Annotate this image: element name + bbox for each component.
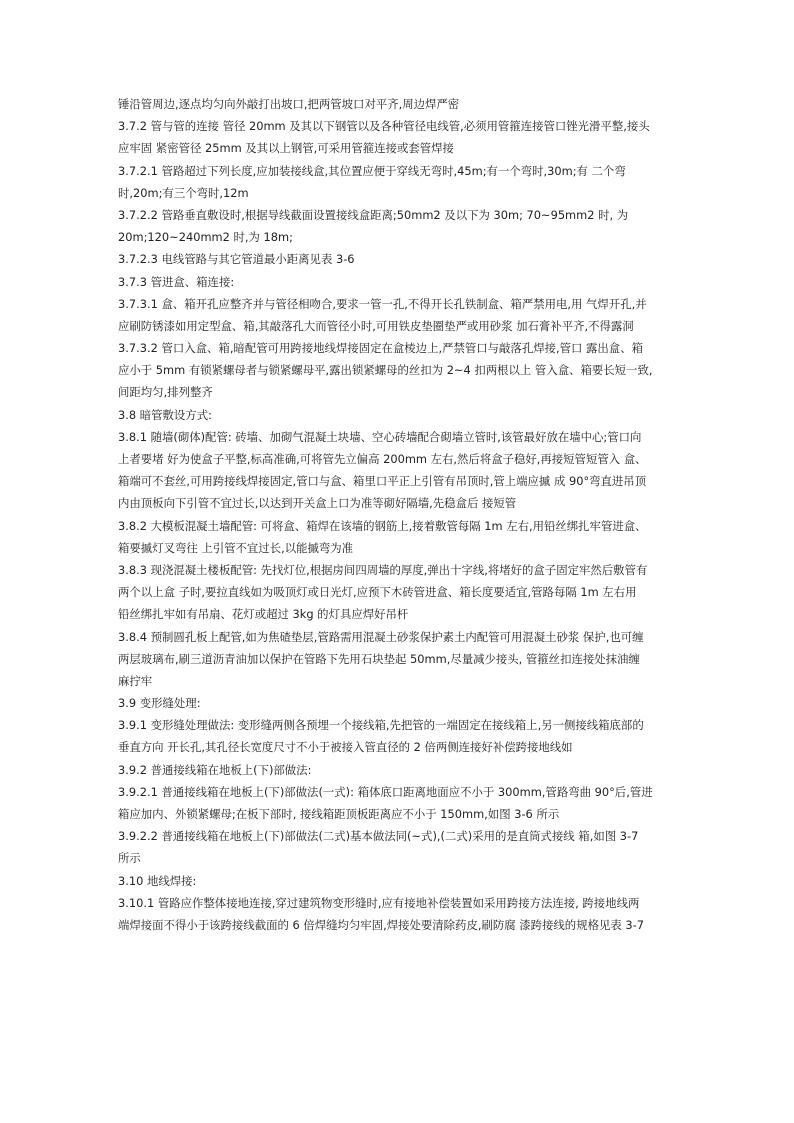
text-line: 麻拧牢 [118, 673, 153, 688]
text-line: 锤沿管周边,逐点均匀向外敲打出坡口,把两管坡口对平齐,周边焊严密 [118, 97, 460, 111]
text-line: 端焊接面不得小于该跨接线截面的 6 倍焊缝均匀牢固,焊接处要清除药皮,刷防腐 漆跨接线的规格见表 3-7 [118, 917, 644, 932]
text-line: 两层玻璃布,刷三道沥青油加以保护在管路下先用石块垫起 50mm,尽量减少接头, 管箍丝扣连接处抹油缠 [118, 651, 640, 666]
text-line: 3.7.3.1 盒、箱开孔应整齐并与管径相吻合,要求一管一孔,不得开长孔铁制盒、箱严禁用电,用 气焊开孔,并 [118, 296, 647, 311]
text-line: 3.8 暗管敷设方式: [118, 407, 212, 422]
text-line: 3.7.3 管进盒、箱连接: [118, 274, 235, 289]
text-line: 时,20m;有三个弯时,12m [118, 185, 249, 200]
text-line: 3.7.3.2 管口入盒、箱,暗配管可用跨接地线焊接固定在盒棱边上,严禁管口与敲落孔焊接,管口 露出盒、箱 [118, 341, 643, 356]
text-line: 3.9.2.2 普通接线箱在地板上(下)部做法(二式)基本做法同(~式),(二式)采用的是直筒式接线 箱,如图 3-7 [118, 829, 639, 844]
text-line: 3.8.1 随墙(砌体)配管: 砖墙、加砌气混凝土块墙、空心砖墙配合砌墙立管时,该管最好放在墙中心;管口向 [118, 429, 642, 444]
text-line: 应牢固 紧密管径 25mm 及其以上钢管,可采用管箍连接或套管焊接 [118, 141, 454, 156]
text-line: 垂直方向 开长孔,其孔径长宽度尺寸不小于被接入管直径的 2 倍两侧连接好补偿跨接地线如 [118, 740, 573, 755]
text-line: 箱应加内、外锁紧螺母;在板下部时, 接线箱距顶板距离应不小于 150mm,如图 3-6 所示 [118, 807, 560, 821]
text-line: 箱要摵灯叉弯往 上引管不宜过长,以能摵弯为准 [118, 540, 354, 555]
text-line: 20m;120~240mm2 时,为 18m; [118, 230, 293, 245]
document-body [118, 93, 678, 936]
text-line: 3.7.2.3 电线管路与其它管道最小距离见表 3-6 [118, 252, 355, 267]
text-line: 3.10.1 管路应作整体接地连接,穿过建筑物变形缝时,应有接地补偿装置如采用跨接方法连接, 跨接地线两 [118, 895, 640, 910]
text-line: 上者要堵 好为使盒子平整,标高准确,可将管先立偏高 200mm 左右,然后将盒子稳好,再接短管短管入 盒、 [118, 452, 647, 466]
text-line: 两个以上盒 子时,要拉直线如为吸顶灯或日光灯,应预下木砖管进盒、箱长度要适宜,管路每隔 1m 左右用 [118, 585, 637, 600]
text-line: 3.9 变形缝处理: [118, 696, 201, 711]
text-line: 3.9.2 普通接线箱在地板上(下)部做法: [118, 762, 312, 777]
text-line: 3.7.2.1 管路超过下列长度,应加装接线盒,其位置应便于穿线无弯时,45m;有一个弯时,30m;有 二个弯 [118, 163, 626, 178]
text-line: 3.8.2 大模板混凝土墙配管: 可将盒、箱焊在该墙的钢筋上,接着敷管每隔 1m 左右,用铅丝绑扎牢管进盒、 [118, 518, 647, 533]
text-line: 箱端可不套丝,可用跨接线焊接固定,管口与盒、箱里口平正上引管有吊顶时,管上端应摵 成 90°弯直进吊顶 [118, 474, 647, 489]
text-line: 3.10 地线焊接: [118, 873, 197, 888]
text-line: 3.7.2.2 管路垂直敷设时,根据导线截面设置接线盒距离;50mm2 及以下为 30m; 70~95mm2 时, 为 [118, 207, 629, 222]
text-line: 3.9.1 变形缝处理做法: 变形缝两侧各预埋一个接线箱,先把管的一端固定在接线箱上,另一侧接线箱底部的 [118, 718, 644, 733]
text-line: 3.8.4 预制圆孔板上配管,如为焦碴垫层,管路需用混凝土砂浆保护素土内配管可用混凝土砂浆 保护,也可缠 [118, 629, 644, 644]
text-line: 应刷防锈漆如用定型盒、箱,其敲落孔大而管径小时,可用铁皮垫圈垫严或用砂浆 加石膏补平齐,不得露洞 [118, 318, 634, 333]
text-line: 3.8.3 现浇混凝土楼板配管: 先找灯位,根据房间四周墙的厚度,弹出十字线,将堵好的盒子固定牢然后敷管有 [118, 562, 648, 577]
text-line: 铅丝绑扎牢如有吊扇、花灯或超过 3kg 的灯具应焊好吊杆 [118, 607, 409, 622]
text-line: 3.7.2 管与管的连接 管径 20mm 及其以下钢管以及各种管径电线管,必须用管箍连接管口锉光滑平整,接头 [118, 119, 650, 134]
text-line: 3.9.2.1 普通接线箱在地板上(下)部做法(一式): 箱体底口距离地面应不小于 300mm,管路弯曲 90°后,管进 [118, 784, 653, 799]
text-line: 间距均匀,排列整齐 [118, 385, 213, 400]
text-line: 所示 [118, 851, 141, 866]
text-line: 内由顶板向下引管不宜过长,以达到开关盒上口为准等砌好隔墙,先稳盒后 接短管 [118, 496, 517, 511]
text-line: 应小于 5mm 有锁紧螺母者与锁紧螺母平,露出锁紧螺母的丝扣为 2~4 扣两根以上 管入盒、箱要长短一致, [118, 363, 653, 378]
